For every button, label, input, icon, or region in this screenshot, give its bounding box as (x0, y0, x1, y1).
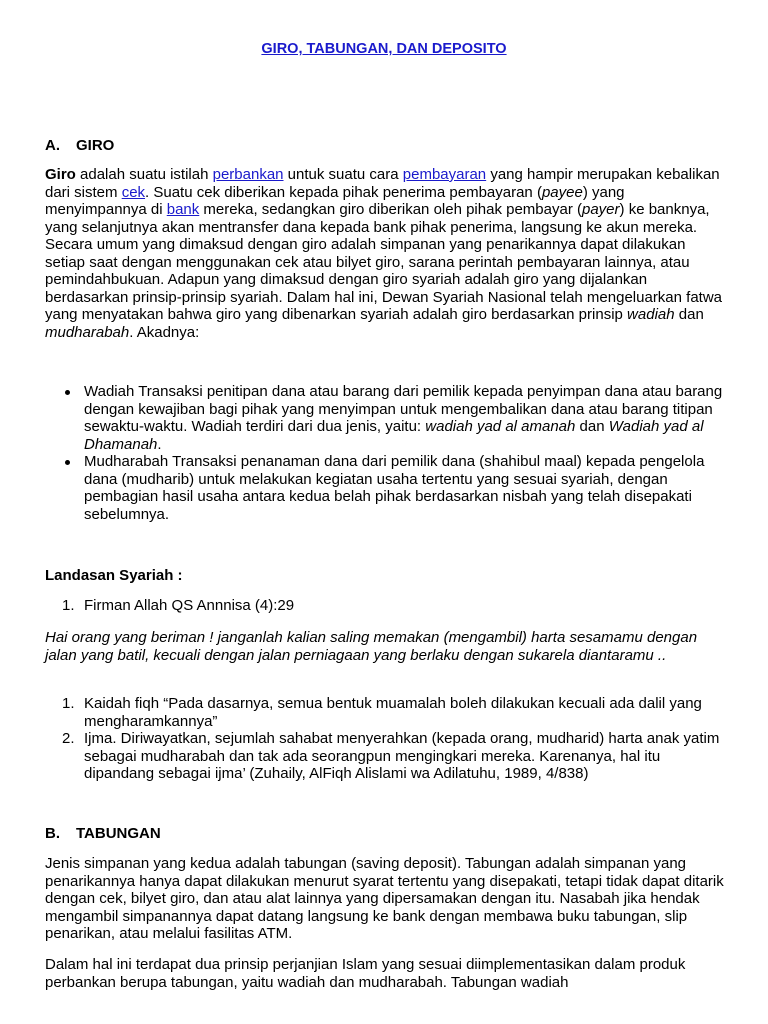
list-item (45, 695, 725, 730)
term-wadiah: wadiah (627, 306, 675, 323)
tabungan-paragraph-1: Jenis simpanan yang kedua adalah tabungan (saving deposit). Tabungan adalah simpanan yang penarikannya hanya dapat dilakukan menurut syarat tertentu yang disepakati, tetapi tidak dapat ditarik dengan cek, bilyet giro, dan atau alat lainnya yang dipersamakan dengan itu. Nasabah jika hendak mengambil simpanannya dapat datang langsung ke bank dengan membawa buku tabungan, slip penarikan, atau melalui fasilitas ATM. (45, 855, 724, 942)
quran-quote (45, 629, 725, 664)
term-mudharabah: mudharabah (45, 323, 130, 341)
link-bank[interactable]: bank (166, 201, 200, 218)
text-run: dan (674, 306, 704, 323)
tabungan-paragraph-2: Dalam hal ini terdapat dua prinsip perjanjian Islam yang sesuai diimplementasikan dalam produk perbankan berupa tabungan, yaitu wadiah dan mudharabah. Tabungan wadiah (45, 956, 686, 991)
section-b-heading (45, 825, 725, 843)
giro-paragraph (45, 166, 725, 341)
list-item-mudharabah (45, 453, 725, 523)
list-item (45, 730, 725, 783)
giro-term: Giro (45, 166, 76, 183)
page-title[interactable]: GIRO, TABUNGAN, DAN DEPOSITO (261, 41, 507, 57)
list-number: 1. (62, 597, 75, 614)
text-run: untuk suatu cara (283, 166, 403, 183)
section-a-letter: A. (45, 137, 60, 154)
section-a-title: GIRO (76, 137, 115, 154)
term-yad-dhamanah: Wadiah yad al Dhamanah (84, 418, 704, 453)
list-text: Ijma. Diriwayatkan, sejumlah sahabat menyerahkan (kepada orang, mudharid) harta anak yatim sebagai mudharabah dan tak ada seorangpun mengingkari mereka. Karenanya, hal itu dipandang sebagai ijma’ (Zuhaily, AlFiqh Alislami wa Adilatuhu, 1989, 4/838) (84, 730, 720, 782)
text-run: Wadiah Transaksi penitipan dana atau barang dari pemilik kepada penyimpan dana atau barang dengan kewajiban bagi pihak yang menyimpan untuk mengembalikan dana atau barang titipan sewaktu-waktu. Wadiah terdiri dari dua jenis, yaitu: (84, 383, 723, 435)
text-run: . Suatu cek diberikan kepada pihak penerima pembayaran ( (145, 183, 542, 201)
list-text: Firman Allah QS Annnisa (4):29 (84, 597, 295, 614)
list-item (45, 597, 725, 615)
list-number: 1. (62, 695, 75, 712)
text-run: Mudharabah Transaksi penanaman dana dari pemilik dana (shahibul maal) kepada pengelola dana (mudharib) untuk melakukan kegiatan usaha tertentu yang sesuai syariah, dengan pembagian hasil usaha antara kedua belah pihak berdasarkan nisbah yang telah disepakati sebelumnya. (84, 453, 705, 523)
section-a-heading (45, 137, 725, 155)
link-pembayaran[interactable]: pembayaran (402, 166, 487, 183)
bullet-icon (65, 460, 70, 465)
list-number: 2. (62, 730, 75, 747)
term-payer: payer (582, 201, 620, 218)
text-run: ) yang menyimpannya di (45, 183, 625, 218)
landasan-heading: Landasan Syariah : (45, 567, 183, 584)
term-yad-amanah: wadiah yad al amanah (425, 418, 576, 435)
list-text: Kaidah fiqh “Pada dasarnya, semua bentuk muamalah boleh dilakukan kecuali ada dalil yang mengharamkannya” (84, 695, 702, 730)
link-cek[interactable]: cek (121, 183, 146, 201)
landasan-list-1 (45, 597, 725, 615)
bullet-icon (65, 390, 70, 395)
text-run: . (157, 435, 162, 453)
text-run: ) ke banknya, yang selanjutnya akan mentransfer dana kepada bank pihak penerima, langsung ke akun mereka. Secara umum yang dimaksud dengan giro adalah simpanan yang penarikannya dapat dilakukan setiap saat dengan menggunakan cek atau bilyet giro, sarana perintah pembayaran lainnya, atau pemindahbukuan. Adapun yang dimaksud dengan giro syariah adalah giro yang dijalankan berdasarkan prinsip-prinsip syariah. Dalam hal ini, Dewan Syariah Nasional telah mengeluarkan fatwa yang menyatakan bahwa giro yang dibenarkan syariah adalah giro berdasarkan prinsip (45, 201, 723, 323)
text-run: . Akadnya: (129, 323, 200, 341)
akad-list (45, 383, 725, 523)
link-perbankan[interactable]: perbankan (212, 166, 284, 183)
landasan-list-2 (45, 695, 725, 783)
text-run: mereka, sedangkan giro diberikan oleh pihak pembayar ( (199, 201, 582, 218)
term-payee: payee (541, 183, 583, 201)
text-run: adalah suatu istilah (75, 166, 213, 183)
quote-text: Hai orang yang beriman ! janganlah kalian saling memakan (mengambil) harta sesamamu dengan jalan yang batil, kecuali dengan jalan perniagaan yang berlaku dengan sukarela diantaramu .. (45, 629, 698, 664)
text-run: dan (575, 418, 609, 435)
list-item-wadiah (45, 383, 725, 453)
section-b-letter: B. (45, 825, 60, 842)
section-b-title: TABUNGAN (76, 825, 161, 842)
text-run: yang hampir merupakan kebalikan dari sistem (45, 166, 720, 201)
